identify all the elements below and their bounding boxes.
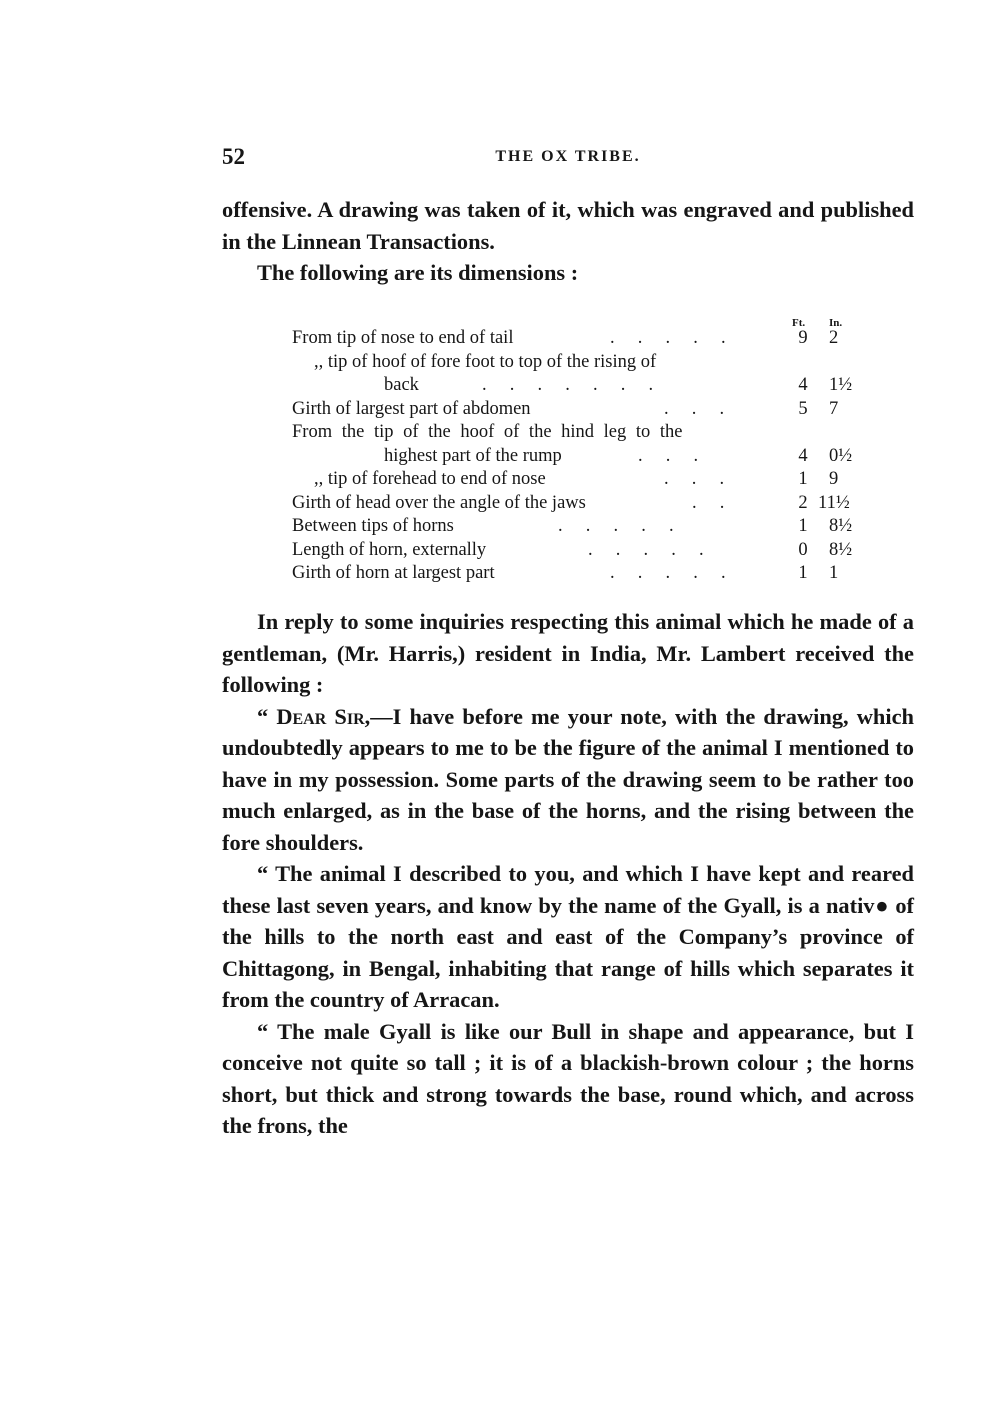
dimension-label: ,, tip of forehead to end of nose xyxy=(314,469,546,489)
letter-salutation: “ Dear Sir, xyxy=(257,703,371,729)
letter-intro-paragraph: In reply to some inquiries respecting this animal which he made of a gentleman, (Mr. Harris,) resident in India, Mr. Lambert received the following : xyxy=(222,609,914,697)
leader-dots: . . . . . xyxy=(610,328,726,348)
unit-inches: In. xyxy=(829,317,843,329)
dimension-row xyxy=(292,562,862,586)
dimension-inches: 2 xyxy=(829,328,839,348)
dimensions-table xyxy=(292,310,862,586)
letter-text xyxy=(222,606,914,1142)
dimension-row xyxy=(292,468,862,492)
dimension-inches: 8½ xyxy=(829,516,853,536)
dimension-feet: 1 xyxy=(798,469,808,489)
leader-dots: . . . . . xyxy=(588,539,704,560)
dimension-label: From the tip of the hoof of the hind leg to the xyxy=(292,422,683,442)
letter-paragraph: “ The male Gyall is like our Bull in shape and appearance, but I conceive not quite so tall ; it is of a blackish-brown colour ; the horns short, but thick and strong towards the base, round which, and across the frons, the xyxy=(222,1018,914,1138)
dimension-row xyxy=(292,327,862,351)
dimension-feet: 0 xyxy=(798,539,808,560)
letter-paragraph: “ The animal I described to you, and which I have kept and reared these last seven years, and know by the name of the Gyall, is a nativ● of the hills to the north east and east of the Company’s province of Chittagong, in Bengal, inhabiting that range of hills which separates it from the country of Arracan. xyxy=(222,861,914,1012)
dimension-row xyxy=(292,492,862,516)
leader-dots: . . . . . xyxy=(558,516,674,536)
dimension-feet: 2 xyxy=(798,492,808,513)
leader-dots: . . . . . xyxy=(610,563,726,583)
unit-feet: Ft. xyxy=(792,317,806,329)
dimension-inches: 11½ xyxy=(818,492,850,513)
page-header xyxy=(222,144,914,176)
dimension-row xyxy=(292,539,862,563)
dimension-label: back xyxy=(384,375,419,395)
dimension-label: ,, tip of hoof of fore foot to top of the rising of xyxy=(314,351,657,372)
dimension-feet: 4 xyxy=(798,445,808,466)
dimension-inches: 9 xyxy=(829,469,839,489)
dimension-feet: 1 xyxy=(798,516,808,536)
page-number: 52 xyxy=(222,144,245,169)
leader-dots: . . . xyxy=(638,445,699,466)
dimension-inches: 8½ xyxy=(829,539,853,560)
dimension-row xyxy=(292,421,862,445)
letter-paragraph-text: —I have before me your note, with the drawing, which undoubtedly appears to me to be the figure of the animal I mentioned to have in my possession. Some parts of the drawing seem to be rather too much enlarged, as in the base of the horns, and the rising between the fore shoulders. xyxy=(222,703,914,855)
dimension-label: From tip of nose to end of tail xyxy=(292,328,514,348)
leader-dots: . . . xyxy=(664,469,725,489)
dimension-inches: 1 xyxy=(829,563,839,583)
leader-dots: . . xyxy=(692,492,725,513)
intro-text xyxy=(222,194,914,289)
dimensions-lead-in: The following are its dimensions : xyxy=(257,260,579,285)
dimension-inches: 1½ xyxy=(829,375,853,395)
dimension-label: Between tips of horns xyxy=(292,516,454,536)
running-title: THE OX TRIBE. xyxy=(495,148,641,165)
dimension-feet: 5 xyxy=(798,398,808,419)
units-header xyxy=(292,310,862,327)
dimension-row xyxy=(292,515,862,539)
dimension-label: Girth of largest part of abdomen xyxy=(292,398,531,419)
intro-paragraph: offensive. A drawing was taken of it, which was engraved and published in the Linnean Transactions. xyxy=(222,197,914,254)
leader-dots: . . . . . . . xyxy=(482,375,654,395)
dimension-label: highest part of the rump xyxy=(384,445,562,466)
dimension-row xyxy=(292,398,862,422)
dimension-row xyxy=(292,445,862,469)
dimension-feet: 4 xyxy=(798,375,808,395)
dimension-row xyxy=(292,374,862,398)
dimension-inches: 7 xyxy=(829,398,839,419)
dimension-label: Girth of horn at largest part xyxy=(292,563,495,583)
leader-dots: . . . xyxy=(664,398,725,419)
dimension-row xyxy=(292,351,862,375)
dimension-feet: 1 xyxy=(798,563,808,583)
dimension-feet: 9 xyxy=(798,328,808,348)
dimension-label: Length of horn, externally xyxy=(292,539,487,560)
dimension-label: Girth of head over the angle of the jaws xyxy=(292,492,586,513)
dimension-inches: 0½ xyxy=(829,445,853,466)
letter-paragraph xyxy=(222,701,914,859)
